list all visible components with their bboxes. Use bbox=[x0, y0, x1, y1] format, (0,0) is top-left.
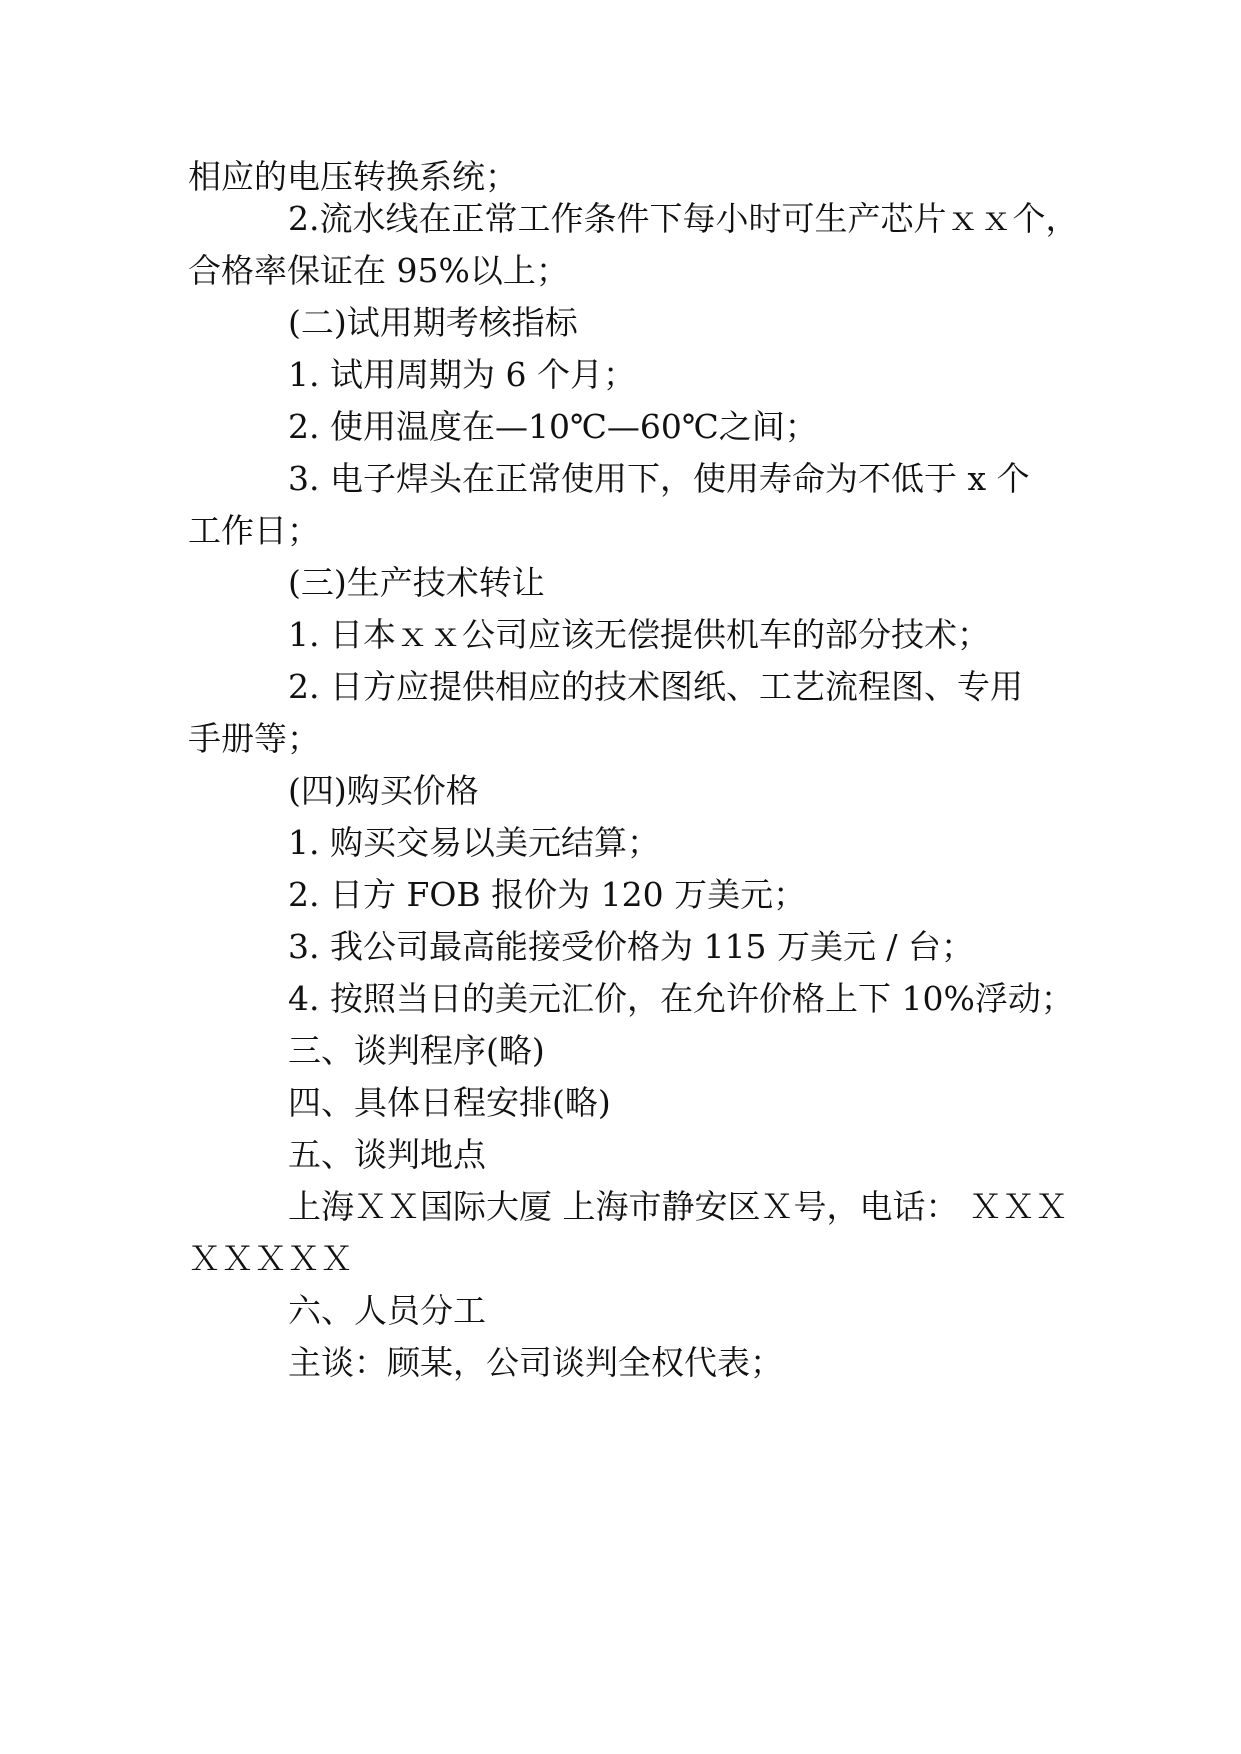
text-line: 1. 购买交易以美元结算； bbox=[288, 823, 660, 862]
text-line: 3. 电子焊头在正常使用下，使用寿命为不低于 x 个 bbox=[288, 459, 1030, 498]
text-line: 相应的电压转换系统； bbox=[188, 157, 518, 196]
text-line: 合格率保证在 95%以上； bbox=[188, 251, 569, 290]
text-line: 手册等； bbox=[188, 719, 320, 758]
section-heading: (三)生产技术转让 bbox=[288, 563, 545, 602]
text-line: 2. 使用温度在—10℃—60℃之间； bbox=[288, 407, 818, 446]
section-heading: 六、人员分工 bbox=[288, 1291, 486, 1330]
text-line: 4. 按照当日的美元汇价，在允许价格上下 10%浮动； bbox=[288, 979, 1074, 1018]
section-heading: 五、谈判地点 bbox=[288, 1135, 486, 1174]
section-heading: (四)购买价格 bbox=[288, 771, 479, 810]
section-heading: (二)试用期考核指标 bbox=[288, 303, 578, 342]
text-line: 2.流水线在正常工作条件下每小时可生产芯片ｘｘ个， bbox=[288, 199, 1079, 238]
section-heading: 四、具体日程安排(略) bbox=[288, 1083, 611, 1122]
text-line: 1. 日本ｘｘ公司应该无偿提供机车的部分技术； bbox=[288, 615, 990, 654]
text-line: 主谈：顾某，公司谈判全权代表； bbox=[288, 1343, 783, 1382]
section-heading: 三、谈判程序(略) bbox=[288, 1031, 545, 1070]
text-line: ＸＸＸＸＸ bbox=[188, 1239, 353, 1278]
text-line: 2. 日方应提供相应的技术图纸、工艺流程图、专用 bbox=[288, 667, 1023, 706]
text-line: 工作日； bbox=[188, 511, 320, 550]
text-line: 1. 试用周期为 6 个月； bbox=[288, 355, 636, 394]
text-line: 上海ＸＸ国际大厦 上海市静安区Ｘ号，电话： ＸＸＸ bbox=[288, 1187, 1068, 1226]
text-line: 2. 日方 FOB 报价为 120 万美元； bbox=[288, 875, 807, 914]
text-line: 3. 我公司最高能接受价格为 115 万美元 / 台； bbox=[288, 927, 975, 966]
